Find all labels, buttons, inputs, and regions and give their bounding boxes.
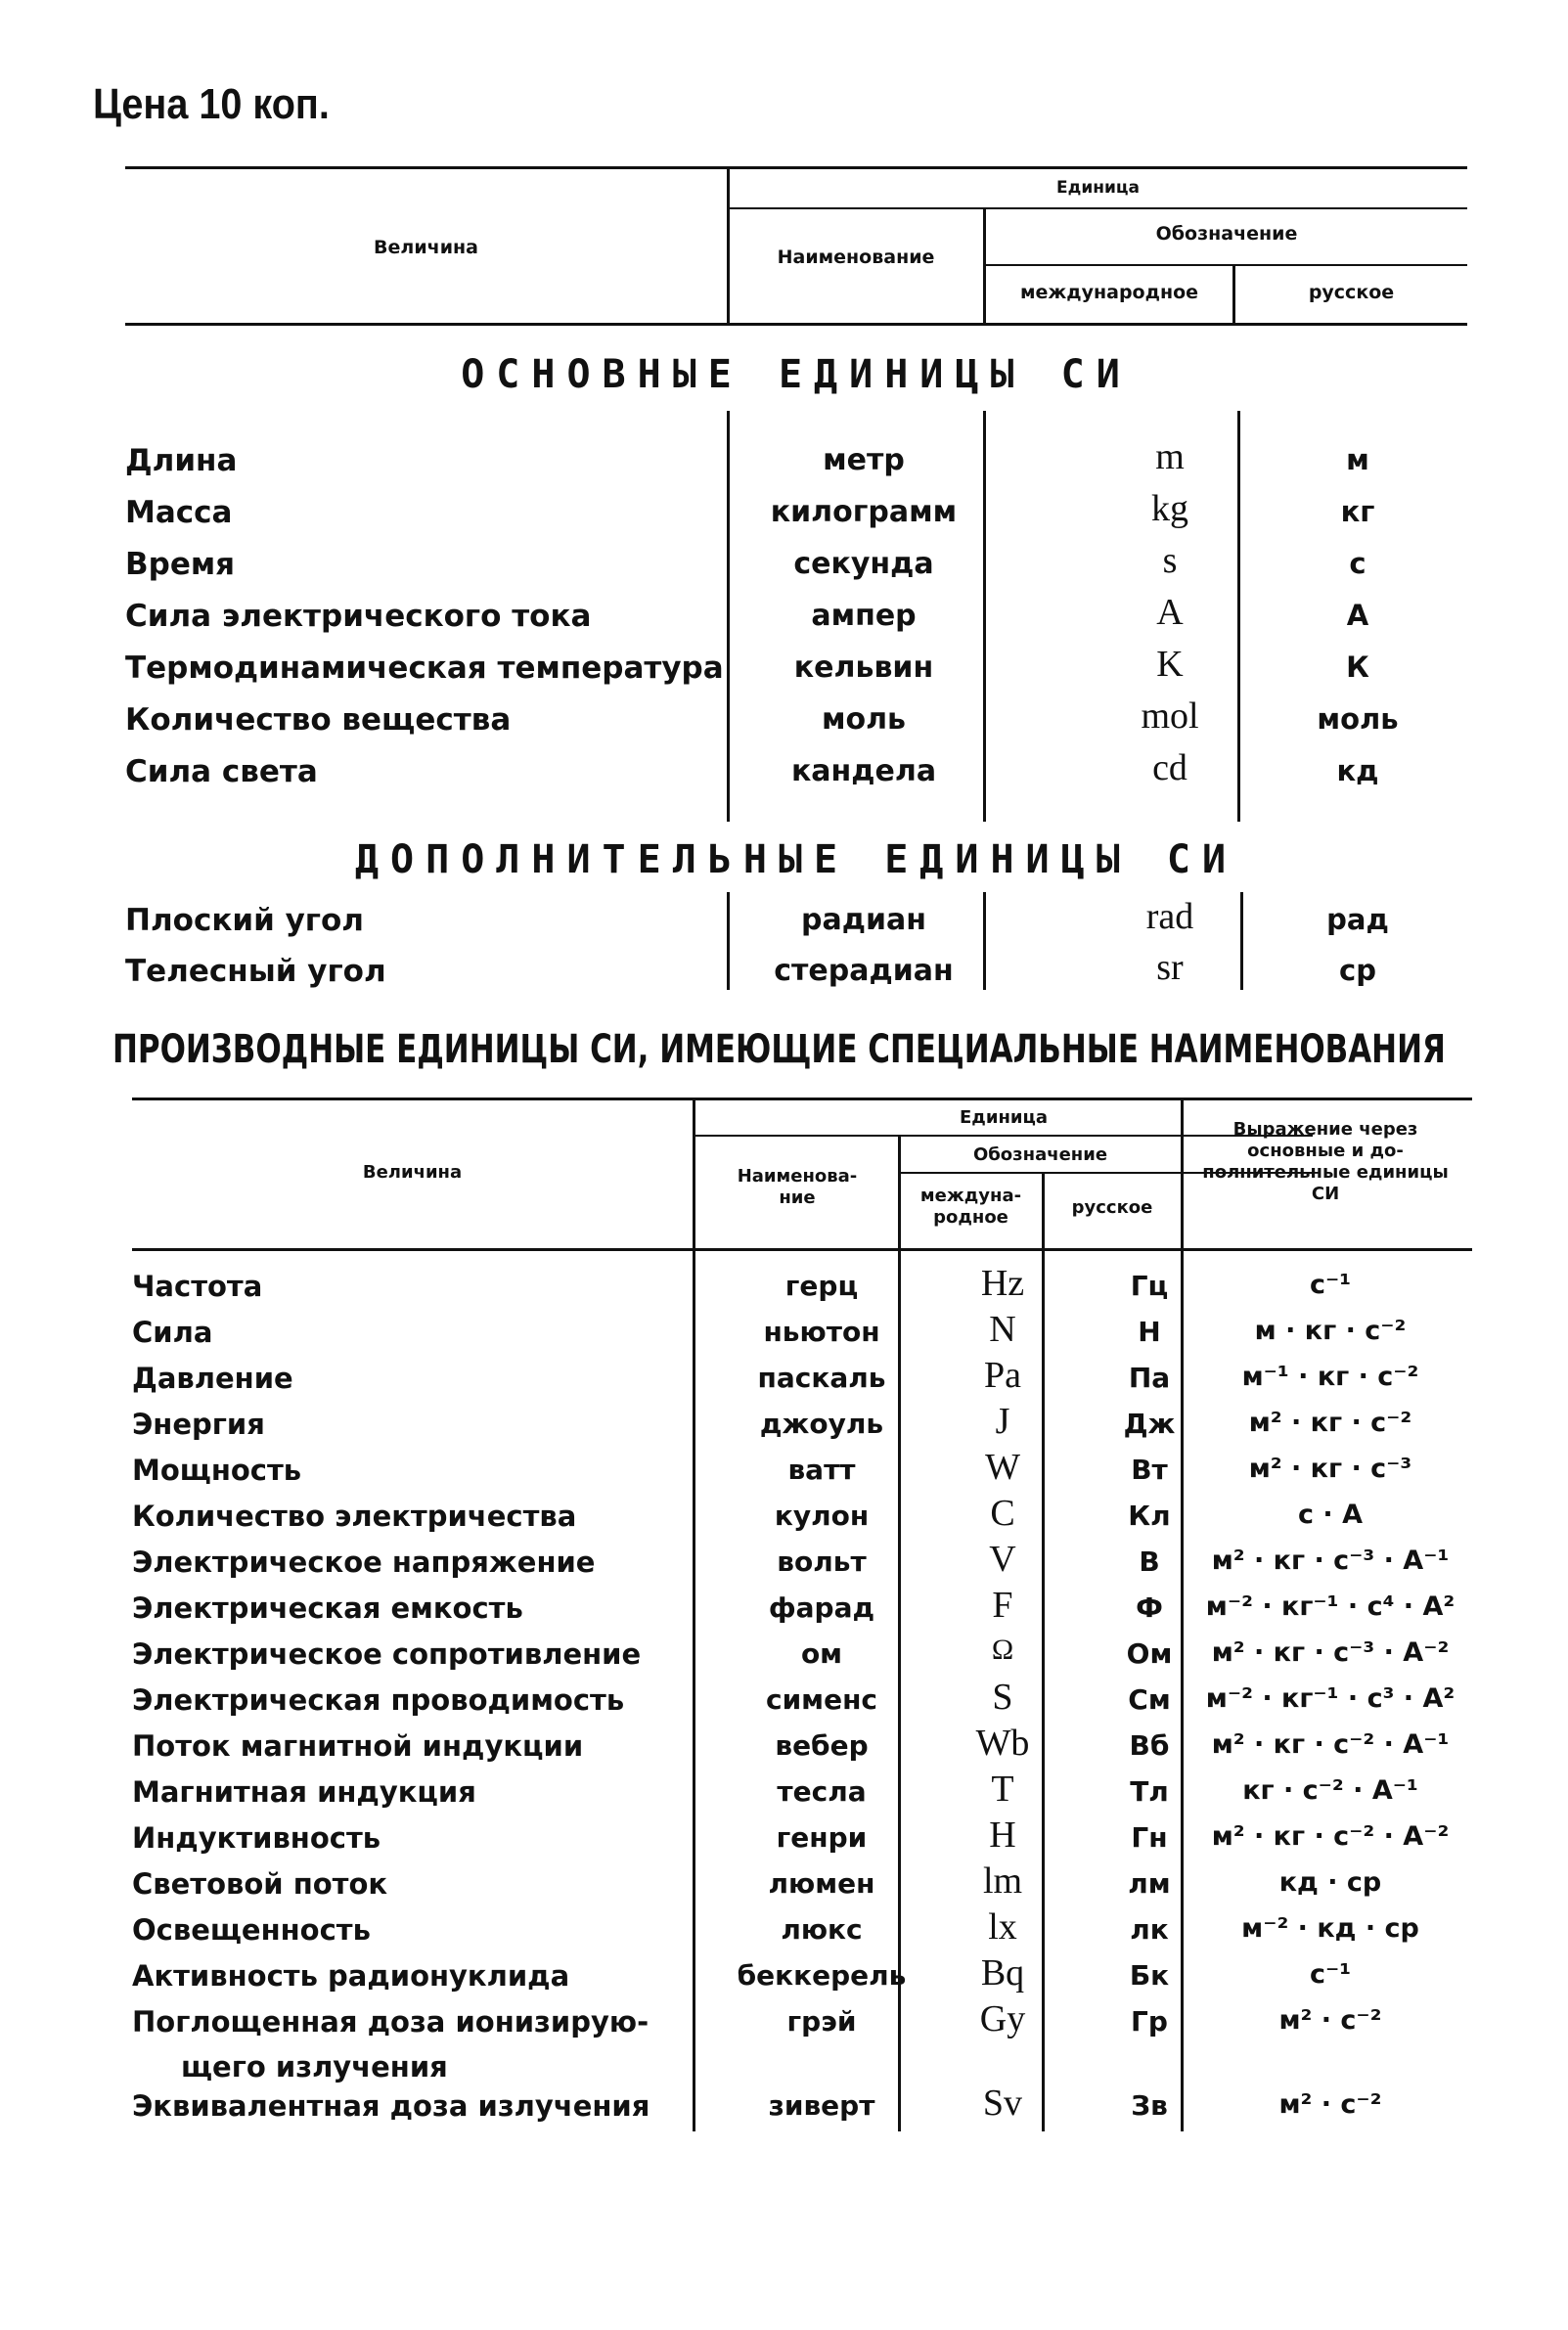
rus-symbol-cell: Гр: [1131, 2005, 1168, 2038]
quantity-cell: Поглощенная доза ионизирую-: [132, 2005, 650, 2039]
table-row: [132, 1310, 1472, 1356]
rus-symbol-cell: лм: [1128, 1867, 1171, 1900]
table-row: [125, 643, 1467, 694]
intl-symbol-cell: H: [989, 1815, 1016, 1856]
rus-symbol-cell: А: [1346, 599, 1369, 632]
table-row: [132, 1815, 1472, 1861]
table-row: [132, 1356, 1472, 1402]
intl-symbol-cell: Wb: [975, 1723, 1030, 1764]
quantity-cell: Плоский угол: [125, 903, 365, 938]
rus-symbol-cell: Зв: [1131, 2089, 1168, 2122]
intl-symbol-cell: C: [990, 1493, 1015, 1534]
table-row: [132, 1586, 1472, 1632]
rus-symbol-cell: К: [1346, 650, 1369, 684]
table-row: [125, 539, 1467, 590]
expression-cell: кд · ср: [1278, 1867, 1382, 1898]
header-quantity: Величина: [374, 237, 478, 258]
expression-cell: с⁻¹: [1309, 1270, 1352, 1300]
intl-symbol-cell: cd: [1152, 747, 1187, 788]
intl-symbol-cell: J: [995, 1401, 1010, 1442]
table-row: [132, 1907, 1472, 1953]
name-cell: вольт: [777, 1546, 867, 1578]
quantity-cell: Энергия: [132, 1408, 265, 1441]
divider: [125, 323, 1467, 326]
divider: [132, 1098, 1472, 1100]
quantity-cell: Эквивалентная доза излучения: [132, 2089, 650, 2123]
quantity-cell: Магнитная индукция: [132, 1775, 476, 1809]
quantity-cell: Электрическая проводимость: [132, 1683, 625, 1717]
rus-symbol-cell: Вб: [1129, 1729, 1170, 1762]
rus-symbol-cell: Ом: [1126, 1637, 1173, 1670]
table-row: [132, 1494, 1472, 1540]
name-cell: вебер: [775, 1729, 869, 1762]
name-cell: люкс: [781, 1913, 863, 1946]
expression-cell: м² · кг · с⁻² · А⁻²: [1211, 1821, 1450, 1852]
quantity-cell: Давление: [132, 1362, 293, 1395]
expression-cell: м · кг · с⁻²: [1254, 1316, 1407, 1346]
expression-cell: м² · кг · с⁻³ · А⁻¹: [1211, 1546, 1450, 1576]
quantity-cell: Электрическое напряжение: [132, 1546, 596, 1579]
table-row: [132, 1999, 1472, 2087]
intl-symbol-cell: W: [985, 1447, 1020, 1488]
quantity-cell: Электрическое сопротивление: [132, 1637, 642, 1671]
name-cell: кандела: [790, 754, 937, 788]
divider: [125, 166, 1467, 169]
table-row: [132, 1448, 1472, 1494]
rus-symbol-cell: Вт: [1131, 1454, 1168, 1486]
rus-symbol-cell: рад: [1326, 903, 1389, 936]
name-cell: ампер: [811, 599, 917, 633]
table-row: [125, 895, 1467, 946]
table-row: [132, 1402, 1472, 1448]
quantity-cell: Индуктивность: [132, 1821, 381, 1855]
price-label: Цена 10 коп.: [93, 80, 330, 128]
name-cell: сименс: [765, 1683, 878, 1716]
intl-symbol-cell: lx: [988, 1906, 1017, 1948]
table-row: [132, 1724, 1472, 1770]
rus-symbol-cell: лк: [1130, 1913, 1169, 1946]
divider: [986, 264, 1467, 266]
rus-symbol-cell: Бк: [1129, 1959, 1170, 1992]
quantity-cell: Телесный угол: [125, 954, 386, 989]
rus-symbol-cell: кд: [1336, 754, 1379, 787]
rus-symbol-cell: Н: [1138, 1316, 1161, 1348]
rus-symbol-cell: Ф: [1136, 1591, 1163, 1624]
intl-symbol-cell: N: [989, 1309, 1016, 1350]
name-cell: тесла: [777, 1775, 867, 1808]
intl-symbol-cell: Pa: [984, 1355, 1021, 1396]
rus-symbol-cell: См: [1128, 1683, 1171, 1716]
name-cell: люмен: [768, 1867, 875, 1900]
table-row: [125, 695, 1467, 745]
expression-cell: м² · кг · с⁻² · А⁻¹: [1211, 1729, 1450, 1760]
rus-symbol-cell: Гц: [1130, 1270, 1169, 1302]
quantity-cell: Частота: [132, 1270, 263, 1303]
header-expression: Выражение через основные и до-полнительные единицы СИ: [1202, 1119, 1449, 1204]
quantity-cell: Освещенность: [132, 1913, 371, 1947]
table-row: [132, 1953, 1472, 1999]
expression-cell: м² · с⁻²: [1278, 2089, 1382, 2120]
header-international: международное: [1019, 282, 1199, 303]
expression-cell: м² · кг · с⁻³: [1248, 1454, 1412, 1484]
intl-symbol-cell: S: [992, 1677, 1013, 1718]
header-russian: русское: [1071, 1197, 1153, 1218]
table-row: [132, 1861, 1472, 1907]
quantity-cell: Длина: [125, 443, 238, 478]
name-cell: секунда: [793, 547, 934, 581]
name-cell: грэй: [786, 2005, 857, 2038]
header-symbol: Обозначение: [972, 1144, 1108, 1165]
rus-symbol-cell: Па: [1128, 1362, 1171, 1394]
divider: [132, 1248, 1472, 1251]
header-russian: русское: [1308, 282, 1395, 303]
name-cell: ом: [800, 1637, 843, 1670]
table-row: [125, 435, 1467, 486]
table-row: [125, 746, 1467, 797]
name-cell: стерадиан: [774, 954, 954, 988]
quantity-cell: Количество электричества: [132, 1500, 577, 1533]
intl-symbol-cell: s: [1162, 540, 1178, 581]
intl-symbol-cell: A: [1156, 592, 1184, 633]
derived-units-title: ПРОИЗВОДНЫЕ ЕДИНИЦЫ СИ, ИМЕЮЩИЕ СПЕЦИАЛЬНЫЕ НАИМЕНОВАНИЯ: [112, 1027, 1446, 1072]
expression-cell: с · А: [1298, 1500, 1363, 1530]
name-cell: ватт: [787, 1454, 856, 1486]
intl-symbol-cell: Ω: [991, 1634, 1014, 1666]
intl-symbol-cell: lm: [982, 1860, 1023, 1902]
intl-symbol-cell: Bq: [980, 1952, 1025, 1994]
quantity-cell: Световой поток: [132, 1867, 388, 1901]
name-cell: моль: [821, 702, 907, 737]
quantity-cell: Сила: [132, 1316, 213, 1349]
quantity-cell-continued: щего излучения: [181, 2050, 448, 2084]
name-cell: фарад: [768, 1591, 875, 1624]
expression-cell: с⁻¹: [1309, 1959, 1352, 1990]
name-cell: генри: [776, 1821, 868, 1854]
name-cell: метр: [823, 443, 905, 477]
header-symbol: Обозначение: [1155, 223, 1298, 245]
intl-symbol-cell: Gy: [979, 1998, 1026, 2039]
quantity-cell: Сила электрического тока: [125, 599, 592, 634]
quantity-cell: Сила света: [125, 754, 318, 789]
name-cell: герц: [784, 1270, 859, 1302]
rus-symbol-cell: м: [1346, 443, 1369, 476]
quantity-cell: Электрическая емкость: [132, 1591, 523, 1625]
table-row: [125, 946, 1467, 997]
header-quantity: Величина: [362, 1162, 463, 1183]
quantity-cell: Термодинамическая температура: [125, 650, 724, 686]
name-cell: паскаль: [757, 1362, 886, 1394]
intl-symbol-cell: K: [1156, 644, 1184, 685]
table-row: [132, 1678, 1472, 1724]
expression-cell: м² · кг · с⁻³ · А⁻²: [1211, 1637, 1450, 1668]
quantity-cell: Активность радионуклида: [132, 1959, 570, 1993]
expression-cell: м⁻¹ · кг · с⁻²: [1241, 1362, 1419, 1392]
header-name: Наименова-ние: [737, 1166, 858, 1208]
section-supplementary-units: ДОПОЛНИТЕЛЬНЫЕ ЕДИНИЦЫ СИ: [354, 837, 1238, 882]
table-row: [125, 591, 1467, 642]
name-cell: беккерель: [737, 1959, 907, 1992]
expression-cell: м² · кг · с⁻²: [1248, 1408, 1412, 1438]
name-cell: радиан: [801, 903, 926, 937]
intl-symbol-cell: T: [991, 1769, 1014, 1810]
intl-symbol-cell: mol: [1141, 695, 1199, 737]
header-international: междуна-родное: [919, 1186, 1022, 1228]
name-cell: килограмм: [770, 495, 958, 529]
expression-cell: кг · с⁻² · А⁻¹: [1242, 1775, 1418, 1806]
intl-symbol-cell: sr: [1156, 947, 1184, 988]
rus-symbol-cell: с: [1349, 547, 1366, 580]
quantity-cell: Время: [125, 547, 236, 582]
intl-symbol-cell: m: [1155, 436, 1185, 477]
header-name: Наименование: [777, 246, 935, 268]
table-row: [125, 487, 1467, 538]
quantity-cell: Масса: [125, 495, 233, 530]
table-row: [132, 2084, 1472, 2129]
name-cell: кулон: [774, 1500, 870, 1532]
rus-symbol-cell: Дж: [1123, 1408, 1176, 1440]
name-cell: джоуль: [759, 1408, 884, 1440]
expression-cell: м² · с⁻²: [1278, 2005, 1382, 2036]
quantity-cell: Поток магнитной индукции: [132, 1729, 584, 1763]
table-row: [132, 1540, 1472, 1586]
derived-units-table: [132, 1096, 1472, 2152]
quantity-cell: Количество вещества: [125, 702, 512, 738]
quantity-cell: Мощность: [132, 1454, 302, 1487]
header-unit: Единица: [1056, 178, 1140, 198]
base-units-table: [125, 166, 1467, 998]
rus-symbol-cell: В: [1139, 1546, 1160, 1578]
intl-symbol-cell: Hz: [980, 1263, 1025, 1304]
intl-symbol-cell: F: [992, 1585, 1013, 1626]
name-cell: зиверт: [768, 2089, 875, 2122]
intl-symbol-cell: kg: [1151, 488, 1188, 529]
rus-symbol-cell: Гн: [1131, 1821, 1168, 1854]
rus-symbol-cell: Тл: [1130, 1775, 1169, 1808]
section-base-units: ОСНОВНЫЕ ЕДИНИЦЫ СИ: [461, 352, 1132, 397]
header-unit: Единица: [960, 1107, 1048, 1128]
expression-cell: м⁻² · кд · ср: [1241, 1913, 1419, 1944]
rus-symbol-cell: ср: [1339, 954, 1376, 987]
intl-symbol-cell: rad: [1145, 896, 1194, 937]
divider: [729, 207, 1467, 209]
expression-cell: м⁻² · кг⁻¹ · с⁴ · А²: [1205, 1591, 1456, 1622]
name-cell: кельвин: [793, 650, 934, 685]
name-cell: ньютон: [763, 1316, 880, 1348]
rus-symbol-cell: моль: [1317, 702, 1399, 736]
rus-symbol-cell: Кл: [1128, 1500, 1171, 1532]
table-row: [132, 1770, 1472, 1815]
intl-symbol-cell: V: [989, 1539, 1016, 1580]
table-row: [132, 1632, 1472, 1678]
rus-symbol-cell: кг: [1340, 495, 1375, 528]
expression-cell: м⁻² · кг⁻¹ · с³ · А²: [1205, 1683, 1456, 1714]
table-row: [132, 1264, 1472, 1310]
intl-symbol-cell: Sv: [982, 2083, 1023, 2124]
